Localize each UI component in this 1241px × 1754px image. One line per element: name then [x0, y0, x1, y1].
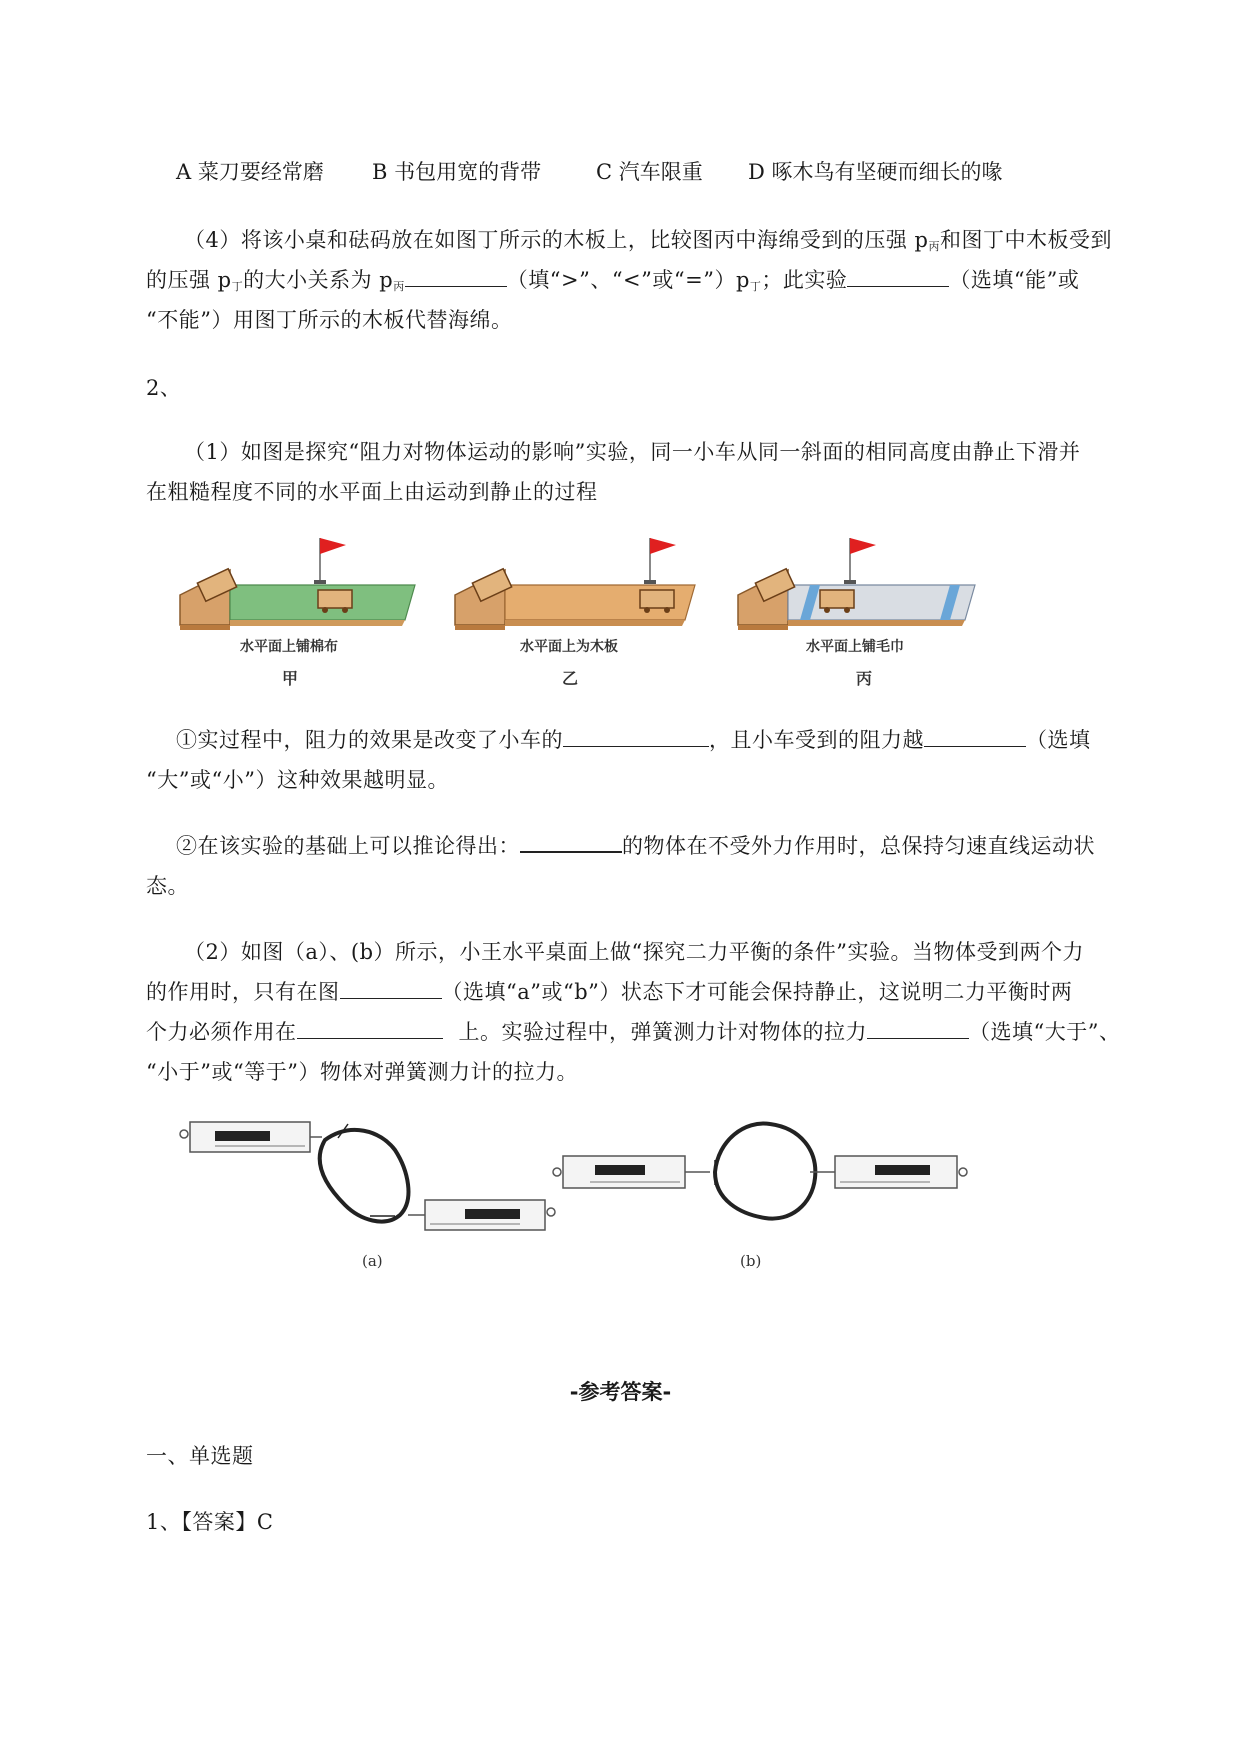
- q2-2-text: （选填“大于”、: [969, 1020, 1121, 1044]
- ramp-panel-yi: [455, 538, 695, 630]
- q2-1b-line-2: 态。: [146, 874, 189, 898]
- q4-text: （4）将该小桌和砝码放在如图丁所示的木板上，比较图丙中海绵受到的压强 p: [184, 228, 929, 252]
- subscript: 丁: [231, 280, 244, 293]
- ramp-caption-yi: 水平面上为木板: [520, 639, 618, 655]
- q4-text: 的压强 p: [146, 268, 232, 292]
- fill-blank[interactable]: [405, 266, 507, 287]
- ramp-label-yi: 乙: [562, 669, 579, 688]
- q2-2-text: 个力必须作用在: [146, 1020, 297, 1044]
- ramp-label-bing: 丙: [856, 669, 873, 688]
- ramp-caption-jia: 水平面上铺棉布: [240, 639, 338, 655]
- q4-text: 和图丁中木板受到: [939, 228, 1112, 252]
- q2-2-line-4: “小于”或“等于”）物体对弹簧测力计的拉力。: [146, 1060, 578, 1084]
- q2-1a-text: ，且小车受到的阻力越: [709, 728, 924, 752]
- q2-1a-text: ①实过程中，阻力的效果是改变了小车的: [176, 728, 563, 752]
- q4-text: ；此实验: [761, 268, 848, 292]
- q4-text: （填“>”、“<”或“=”）p: [506, 268, 750, 292]
- figure-b: [553, 1123, 967, 1218]
- q2-2-line-2: [146, 976, 1072, 1006]
- q2-1a-text: （选填: [1026, 728, 1091, 752]
- question-number: 2、: [146, 376, 182, 400]
- figure-label-b: (b): [740, 1252, 762, 1270]
- q2-1-line-2: 在粗糙程度不同的水平面上由运动到静止的过程: [146, 480, 598, 504]
- q4-text: （选填“能”或: [949, 268, 1080, 292]
- answers-section-heading: 一、单选题: [146, 1444, 254, 1468]
- q4-line-2: [146, 264, 1079, 294]
- q2-1a-line-2: “大”或“小”）这种效果越明显。: [146, 768, 449, 792]
- fill-blank[interactable]: [340, 978, 442, 999]
- q4-line-3: “不能”）用图丁所示的木板代替海绵。: [146, 308, 513, 332]
- subscript: 丁: [749, 280, 762, 293]
- q2-1a-line-1: [176, 724, 1091, 754]
- q2-2-text: 的作用时，只有在图: [146, 980, 340, 1004]
- answers-title: -参考答案-: [569, 1380, 672, 1404]
- q2-2-text: （选填“a”或“b”）状态下才可能会保持静止，这说明二力平衡时两: [441, 980, 1073, 1004]
- q2-1b-text: ②在该实验的基础上可以推论得出：: [176, 834, 520, 858]
- figure-label-a: (a): [362, 1252, 383, 1270]
- q4-text: 的大小关系为 p: [243, 268, 394, 292]
- subscript: 丙: [928, 240, 940, 253]
- fill-blank[interactable]: [924, 726, 1026, 747]
- option-c: C 汽车限重: [596, 160, 703, 184]
- ramp-label-jia: 甲: [282, 669, 299, 688]
- spring-scale-figure: [170, 1110, 1000, 1250]
- option-d: D 啄木鸟有坚硬而细长的喙: [748, 160, 1003, 184]
- figure-a: [180, 1122, 555, 1230]
- fill-blank[interactable]: [520, 831, 622, 853]
- q4-line-1: [184, 224, 1112, 254]
- ramp-panel-jia: [180, 538, 415, 630]
- option-b: B 书包用宽的背带: [372, 160, 542, 184]
- option-a: A 菜刀要经常磨: [176, 160, 324, 184]
- q2-1b-text: 的物体在不受外力作用时，总保持匀速直线运动状: [622, 834, 1095, 858]
- q2-1b-line-1: [176, 830, 1095, 860]
- fill-blank[interactable]: [297, 1018, 443, 1039]
- fill-blank[interactable]: [563, 726, 709, 747]
- ramp-panel-bing: [738, 538, 975, 630]
- q2-2-line-3: [146, 1016, 1120, 1046]
- subscript: 丙: [393, 280, 405, 293]
- q2-2-line-1: （2）如图（a）、(b）所示，小王水平桌面上做“探究二力平衡的条件”实验。当物体受到两个力: [184, 940, 1084, 964]
- q2-2-text: 上。实验过程中，弹簧测力计对物体的拉力: [458, 1020, 867, 1044]
- answer-item-1: 1、【答案】C: [146, 1510, 274, 1534]
- q2-1-line-1: （1）如图是探究“阻力对物体运动的影响”实验，同一小车从同一斜面的相同高度由静止下滑并: [184, 440, 1081, 464]
- fill-blank[interactable]: [847, 266, 949, 287]
- ramp-caption-bing: 水平面上铺毛巾: [806, 639, 904, 655]
- fill-blank[interactable]: [867, 1018, 969, 1039]
